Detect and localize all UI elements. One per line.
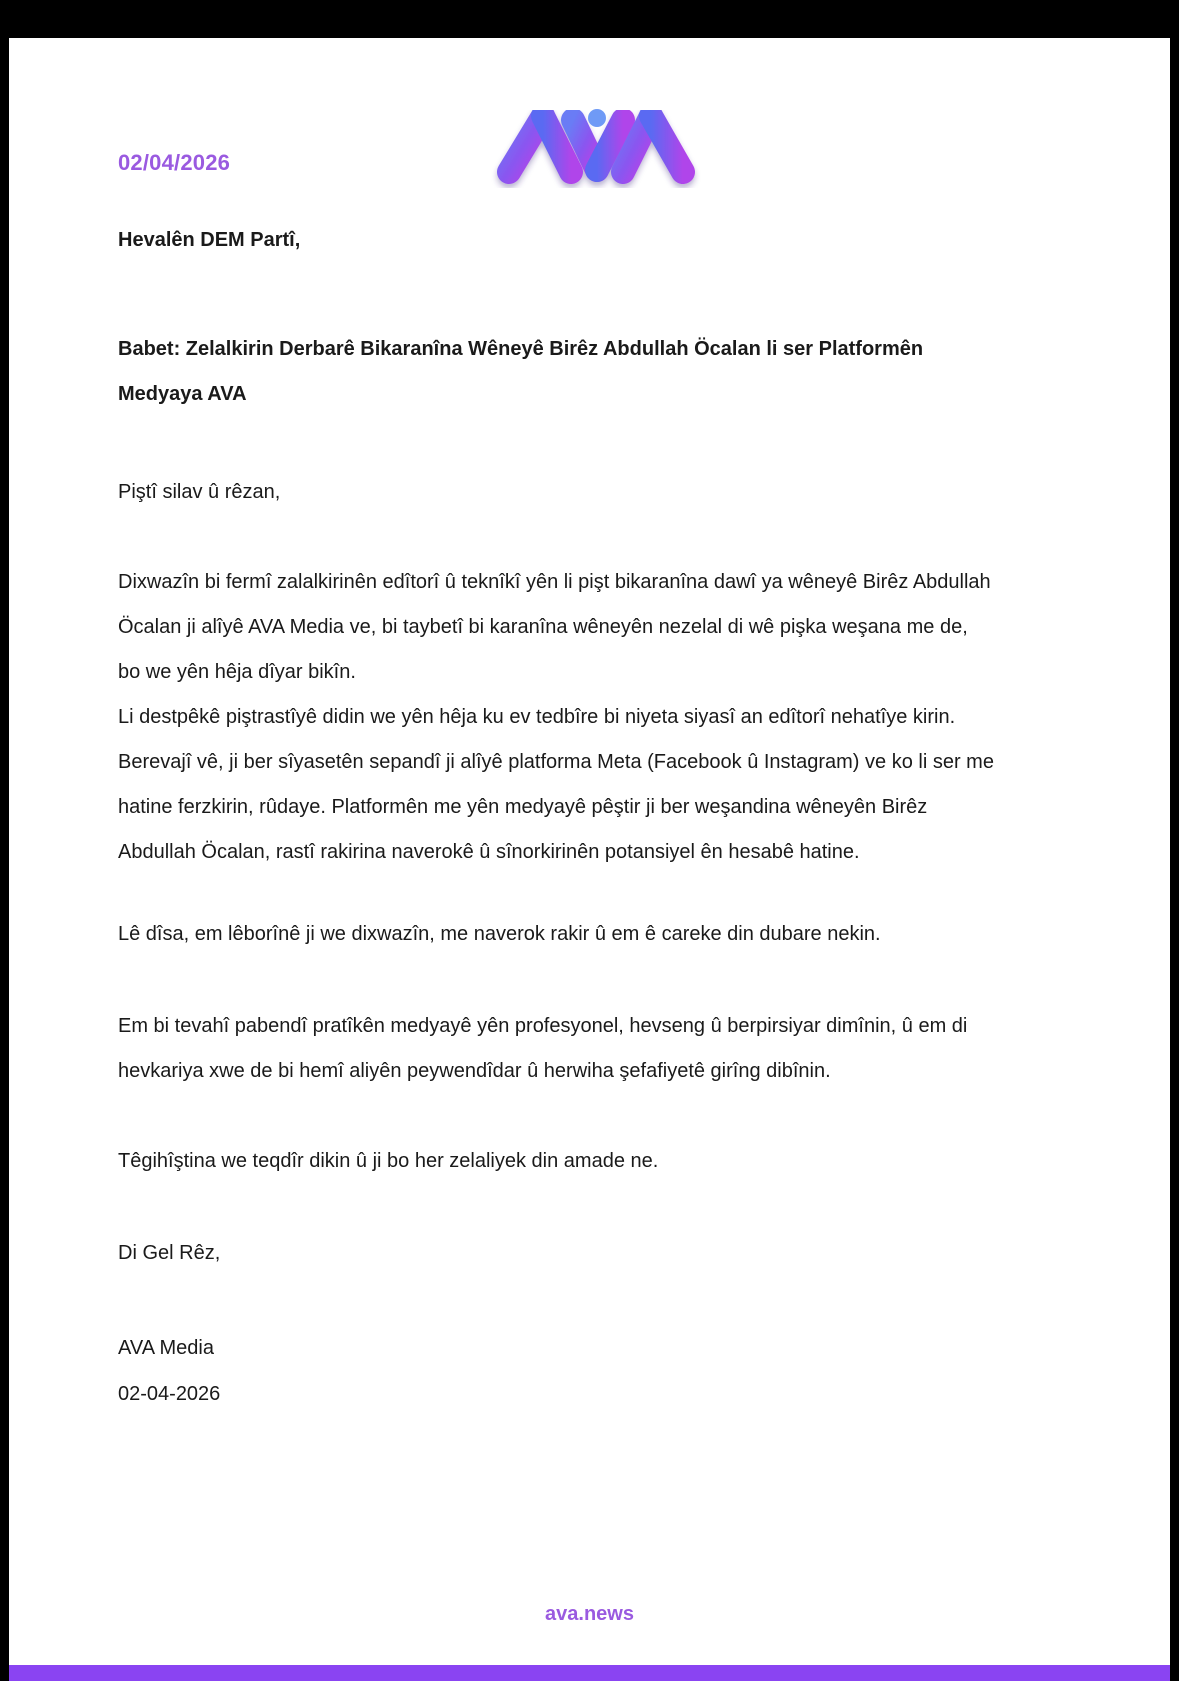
letter-greeting: Hevalên DEM Partî, xyxy=(118,229,301,251)
paragraph-line: Öcalan ji alîyê AVA Media ve, bi taybetî bi karanîna wêneyên nezelal di wê pişka weşana me de, xyxy=(118,616,968,638)
letter-salutation: Piştî silav û rêzan, xyxy=(118,481,281,503)
paragraph-thanks: Têgihîştina we teqdîr dikin û ji bo her zelaliyek din amade ne. xyxy=(118,1150,659,1172)
ava-logo xyxy=(491,100,701,188)
signature-name: AVA Media xyxy=(118,1337,214,1359)
paragraph-line: Dixwazîn bi fermî zalalkirinên edîtorî û teknîkî yên li pişt bikaranîna dawî ya wêneyê Birêz Abdullah xyxy=(118,571,991,593)
footer-bar xyxy=(9,1665,1170,1681)
letter-page xyxy=(9,38,1170,1681)
letter-subject xyxy=(118,327,1018,417)
paragraph-commitment xyxy=(118,1004,1078,1094)
signature-date: 02-04-2026 xyxy=(118,1383,221,1405)
footer-website-link[interactable]: ava.news xyxy=(545,1603,634,1625)
paragraph-line: Abdullah Öcalan, rastî rakirina naverokê û sînorkirinên potansiyel ên hesabê hatine. xyxy=(118,841,860,863)
paragraph-explanation xyxy=(118,560,1078,875)
subject-line: Babet: Zelalkirin Derbarê Bikaranîna Wêneyê Birêz Abdullah Öcalan li ser Platformên xyxy=(118,338,924,360)
paragraph-line: hevkariya xwe de bi hemî aliyên peywendîdar û herwiha şefafiyetê girîng dibînin. xyxy=(118,1060,831,1082)
letter-closing: Di Gel Rêz, xyxy=(118,1242,221,1264)
ava-logo-graphic xyxy=(491,100,701,188)
paragraph-line: Berevajî vê, ji ber sîyasetên sepandî ji alîyê platforma Meta (Facebook û Instagram) ve ko li ser me xyxy=(118,751,994,773)
paragraph-line: bo we yên hêja dîyar bikîn. xyxy=(118,661,356,683)
header-date: 02/04/2026 xyxy=(118,150,231,175)
paragraph-apology: Lê dîsa, em lêborînê ji we dixwazîn, me naverok rakir û em ê careke din dubare nekin. xyxy=(118,923,881,945)
subject-line: Medyaya AVA xyxy=(118,383,247,405)
paragraph-line: hatine ferzkirin, rûdaye. Platformên me yên medyayê pêştir ji ber weşandina wêneyên Birêz xyxy=(118,796,928,818)
paragraph-line: Li destpêkê piştrastîyê didin we yên hêja ku ev tedbîre bi niyeta siyasî an edîtorî nehatîye kirin. xyxy=(118,706,956,728)
paragraph-line: Em bi tevahî pabendî pratîkên medyayê yên profesyonel, hevseng û berpirsiyar dimînin, û em di xyxy=(118,1015,968,1037)
